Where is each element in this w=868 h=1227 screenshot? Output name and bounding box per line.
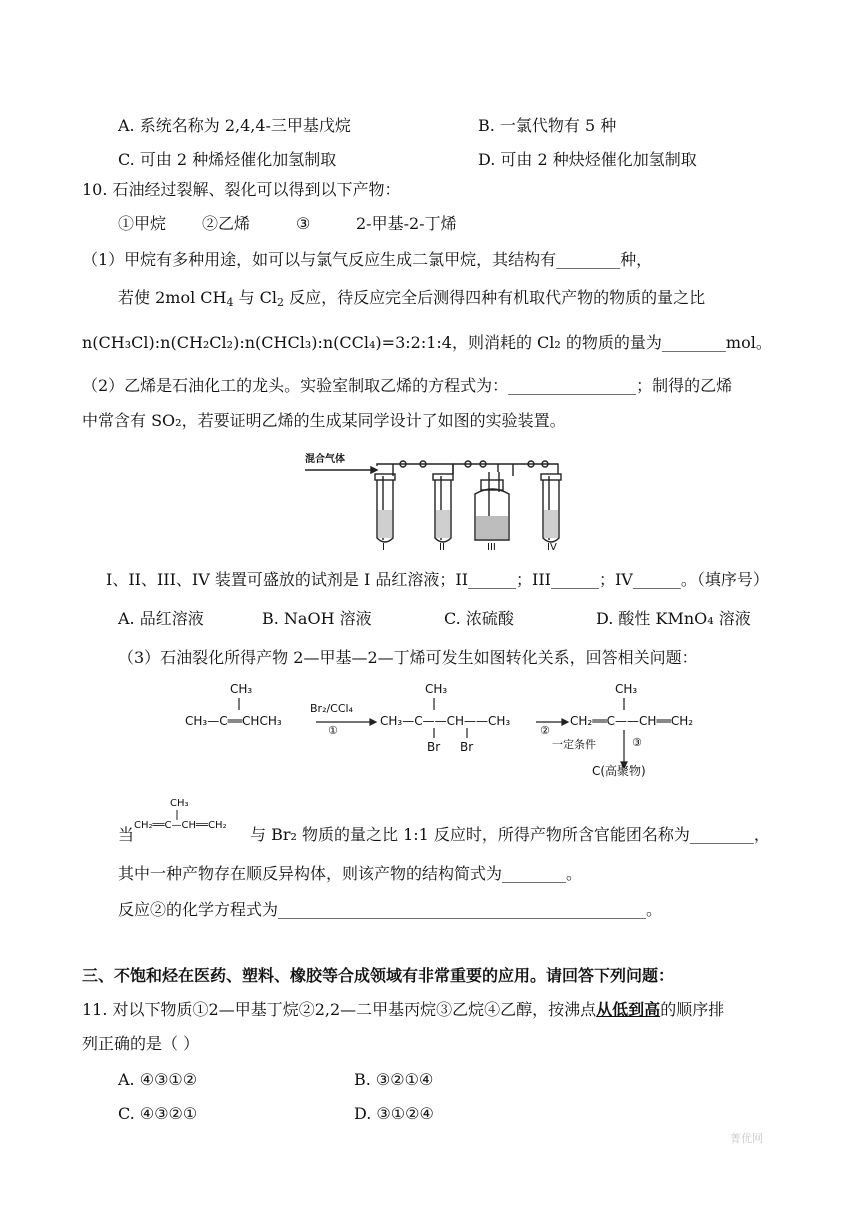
q9-option-b: B. 一氯代物有 5 种	[478, 116, 617, 135]
step-2-condition: 一定条件	[552, 738, 596, 751]
apparatus-figure	[303, 446, 565, 558]
step-3-marker: ③	[632, 736, 642, 749]
q10-stem: 10. 石油经过裂解、裂化可以得到以下产物：	[82, 180, 401, 199]
inline-structure-methyl: CH₃	[170, 798, 189, 809]
product1-formula: CH₃—C——CH——CH₃	[380, 714, 511, 728]
q9-option-d: D. 可由 2 种炔烃催化加氢制取	[478, 150, 697, 169]
q10-product-2: ②乙烯	[202, 214, 251, 233]
reaction-scheme	[180, 680, 730, 780]
watermark: 菁优网	[730, 1132, 763, 1145]
product2-methyl: CH₃	[615, 682, 638, 696]
q10-part2-line1: （2）乙烯是石油化工的龙头。实验室制取乙烯的方程式为：________________；制得的乙烯	[82, 376, 733, 395]
q10-part1-line3: n(CH₃Cl):n(CH₂Cl₂):n(CHCl₃):n(CCl₄)=3:2:1:4，则消耗的 Cl₂ 的物质的量为________mol。	[82, 333, 772, 352]
inline-structure-main: CH₂══C—CH══CH₂	[134, 820, 227, 831]
product1-br-1: Br	[427, 740, 441, 754]
q10-product-3-marker: ③	[296, 214, 311, 233]
q11-option-b: B. ③②①④	[354, 1070, 434, 1089]
product1-methyl: CH₃	[425, 682, 448, 696]
reagent-option-b: B. NaOH 溶液	[262, 609, 372, 628]
reagent-option-a: A. 品红溶液	[118, 609, 204, 628]
q10-part3-q1: 与 Br₂ 物质的量之比 1:1 反应时，所得产物所含官能团名称为________，	[250, 825, 770, 844]
q10-part2-line2: 中常含有 SO₂，若要证明乙烯的生成某同学设计了如图的实验装置。	[82, 411, 566, 430]
q10-product-3-name: 2-甲基-2-丁烯	[356, 214, 457, 233]
step-1-marker: ①	[328, 724, 338, 737]
q10-part3-q3: 反应②的化学方程式为______________________________________________。	[118, 900, 663, 919]
step-2-marker: ②	[540, 724, 550, 737]
q11-option-a: A. ④③①②	[118, 1070, 198, 1089]
apparatus-label-1: I	[382, 542, 385, 553]
reactant-formula: CH₃—C══CHCH₃	[185, 714, 282, 728]
q10-reagents-line: I、II、III、IV 装置可盛放的试剂是 I 品红溶液；II______；III______；IV______。（填序号）	[106, 570, 769, 589]
product1-br-2: Br	[460, 740, 474, 754]
q9-option-c: C. 可由 2 种烯烃催化加氢制取	[118, 150, 337, 169]
apparatus-label-4: IV	[547, 542, 557, 553]
apparatus-label-2: II	[439, 542, 445, 553]
q10-part3-line: （3）石油裂化所得产物 2—甲基—2—丁烯可发生如图转化关系，回答相关问题：	[118, 648, 698, 667]
q11-option-c: C. ④③②①	[118, 1104, 198, 1123]
reagent-option-d: D. 酸性 KMnO₄ 溶液	[596, 609, 751, 628]
product3-polymer: C(高聚物)	[592, 764, 646, 778]
reagent-br2-ccl4: Br₂/CCl₄	[310, 702, 354, 715]
q10-part3-q1-prefix: 当	[118, 825, 135, 844]
q11-stem-line2: 列正确的是（ ）	[82, 1034, 200, 1053]
q10-part1-line1: （1）甲烷有多种用途，如可以与氯气反应生成二氯甲烷，其结构有________种，	[82, 250, 653, 269]
scheme-lines	[180, 680, 730, 780]
q10-part3-q2: 其中一种产物存在顺反异构体，则该产物的结构简式为________。	[118, 864, 583, 883]
q11-emphasis: 从低到高	[596, 1000, 661, 1019]
q10-part1-line2: 若使 2mol $CH_4$ 与 $Cl_2$ 反应，待反应完全后测得四种有机取代产物的物质的量之比	[118, 288, 706, 309]
reagent-option-c: C. 浓硫酸	[444, 609, 514, 628]
apparatus-label-3: III	[487, 542, 496, 553]
inline-structure	[134, 796, 254, 836]
q11-stem-line1: 11. 对以下物质①2—甲基丁烷②2,2—二甲基丙烷③乙烷④乙醇，按沸点从低到高的顺序排	[82, 1000, 725, 1019]
product2-formula: CH₂══C——CH══CH₂	[570, 714, 694, 728]
q9-option-a: A. 系统名称为 2,4,4-三甲基戊烷	[118, 116, 351, 135]
q10-product-1: ①甲烷	[118, 214, 167, 233]
apparatus-gas-label: 混合气体	[305, 454, 345, 465]
section-3-title: 三、不饱和烃在医药、塑料、橡胶等合成领域有非常重要的应用。请回答下列问题：	[82, 966, 675, 985]
q11-option-d: D. ③①②④	[354, 1104, 434, 1123]
reactant-methyl: CH₃	[230, 682, 253, 696]
